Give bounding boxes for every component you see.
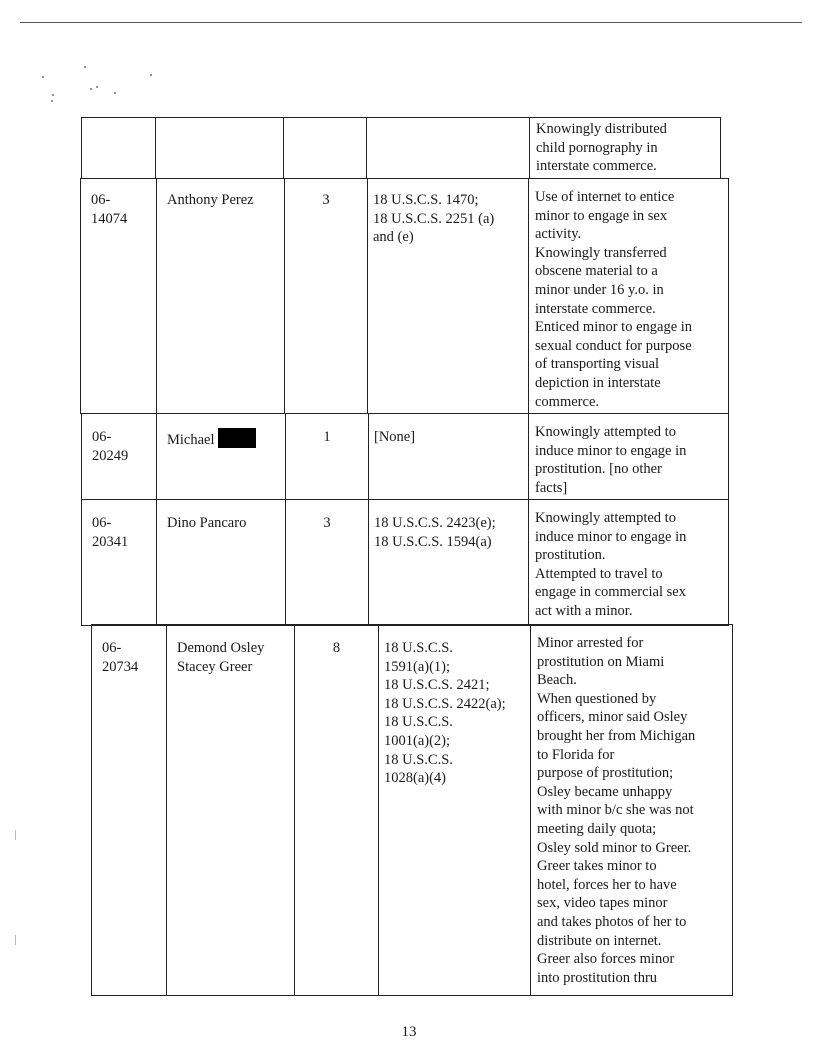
case-number-cell [82,500,157,626]
facts-line: interstate commerce. [535,300,656,317]
case-table-row-pancaro [81,499,729,626]
facts-cell [531,625,733,996]
facts-line: prostitution. [no other [535,461,662,478]
statute-cell [369,414,529,500]
defendant-cell [157,414,286,500]
page-number: 13 [401,1024,417,1040]
facts-line: sexual conduct for purpose [535,337,692,354]
count-cell: 3 [285,179,368,414]
facts-line: Use of internet to entice [535,189,675,205]
facts-line: engage in commercial sex [535,584,686,601]
table-row [82,500,729,626]
facts-line: officers, minor said Osley [537,709,688,726]
defendant-name: Stacey Greer [177,658,253,675]
defendant-name: Dino Pancaro [167,515,247,531]
facts-cell [529,179,729,414]
facts-line: induce minor to engage in [535,528,687,545]
facts-line: Attempted to travel to [535,565,663,582]
statute-line: 18 U.S.C.S. 2421; [384,677,490,694]
statute-line: 18 U.S.C.S. 1594(a) [374,533,492,550]
facts-line: depiction in interstate [535,374,661,391]
statute-cell [368,179,529,414]
case-number-line: 20734 [102,658,139,675]
facts-line: meeting daily quota; [537,820,657,837]
case-number-line: 20249 [92,447,129,464]
statute-line: 1001(a)(2); [384,732,451,749]
statute-line: 18 U.S.C.S. 1470; [373,192,479,208]
facts-line: child pornography in [536,139,658,156]
facts-line: Knowingly attempted to [535,424,676,440]
facts-line: Greer takes minor to [537,858,657,875]
defendant-name: Demond Osley [177,640,265,656]
statute-line: and (e) [373,229,414,246]
count-cell: 3 [286,500,369,626]
statute-line: 18 U.S.C.S. [384,714,453,731]
redaction-block [218,428,256,448]
defendant-name-line [167,428,279,450]
facts-line: act with a minor. [535,602,633,619]
statute-line: 1591(a)(1); [384,658,451,675]
count-cell [284,118,367,179]
count-cell: 1 [286,414,369,500]
defendant-name: Anthony Perez [167,192,254,208]
facts-cell [530,118,721,179]
case-number-line: 06- [92,429,112,445]
facts-cell [529,414,729,500]
facts-line: Beach. [537,672,577,689]
table-row [82,118,721,179]
count-cell: 8 [295,625,379,996]
statute-line: 18 U.S.C.S. 2251 (a) [373,210,495,227]
case-table-row-michael [81,413,729,500]
facts-line: Minor arrested for [537,635,644,651]
statute-line: 18 U.S.C.S. 2423(e); [374,515,496,531]
facts-line: minor to engage in sex [535,207,668,224]
statute-line: 1028(a)(4) [384,770,447,787]
case-number-cell [81,179,157,414]
header-rule [20,22,802,23]
facts-line: of transporting visual [535,356,660,373]
facts-line: hotel, forces her to have [537,876,677,893]
facts-line: Greer also forces minor [537,951,675,968]
facts-line: Enticed minor to engage in [535,319,693,336]
facts-line: Knowingly distributed [536,121,667,137]
statute-line: 18 U.S.C.S. [384,751,453,768]
case-number-line: 20341 [92,533,129,550]
facts-line: Osley became unhappy [537,783,673,800]
facts-line: prostitution on Miami [537,653,665,670]
case-table-row-continued [81,117,721,179]
statute-line: 18 U.S.C.S. [384,640,453,656]
facts-line: with minor b/c she was not [537,802,694,819]
facts-line: distribute on internet. [537,932,662,949]
facts-line: into prostitution thru [537,969,658,986]
statute-cell [369,500,529,626]
facts-line: to Florida for [537,746,615,763]
facts-line: When questioned by [537,690,657,707]
facts-line: facts] [535,479,568,496]
case-number-cell [82,118,156,179]
scan-mark [15,935,16,945]
facts-line: prostitution. [535,547,606,564]
case-number-cell [82,414,157,500]
case-number-cell [92,625,167,996]
statute-line: 18 U.S.C.S. 2422(a); [384,695,506,712]
facts-line: minor under 16 y.o. in [535,281,664,298]
facts-line: induce minor to engage in [535,442,687,459]
facts-line: Osley sold minor to Greer. [537,839,692,856]
table-row [82,414,729,500]
statute-cell [379,625,531,996]
scan-mark [15,830,16,840]
facts-line: interstate commerce. [536,158,657,175]
facts-line: commerce. [535,393,600,410]
facts-line: brought her from Michigan [537,727,696,744]
facts-cell [529,500,729,626]
table-row [92,625,733,996]
scan-specks [38,64,168,104]
case-table-row-osley-greer [91,624,733,996]
defendant-name: Michael [167,432,215,448]
case-table-row-perez [80,178,729,414]
case-number-line: 06- [102,640,122,656]
facts-line: Knowingly attempted to [535,510,676,526]
facts-line: activity. [535,226,582,243]
table-row [81,179,729,414]
defendant-cell [167,625,295,996]
defendant-cell [156,118,284,179]
defendant-cell [157,500,286,626]
defendant-cell [157,179,285,414]
statute-line: [None] [374,429,416,445]
case-number-line: 14074 [91,210,128,227]
facts-line: sex, video tapes minor [537,895,668,912]
case-number-line: 06- [91,192,111,208]
facts-line: Knowingly transferred [535,244,667,261]
facts-line: purpose of prostitution; [537,765,674,782]
facts-line: and takes photos of her to [537,913,687,930]
case-number-line: 06- [92,515,112,531]
statute-cell [367,118,530,179]
facts-line: obscene material to a [535,263,658,280]
